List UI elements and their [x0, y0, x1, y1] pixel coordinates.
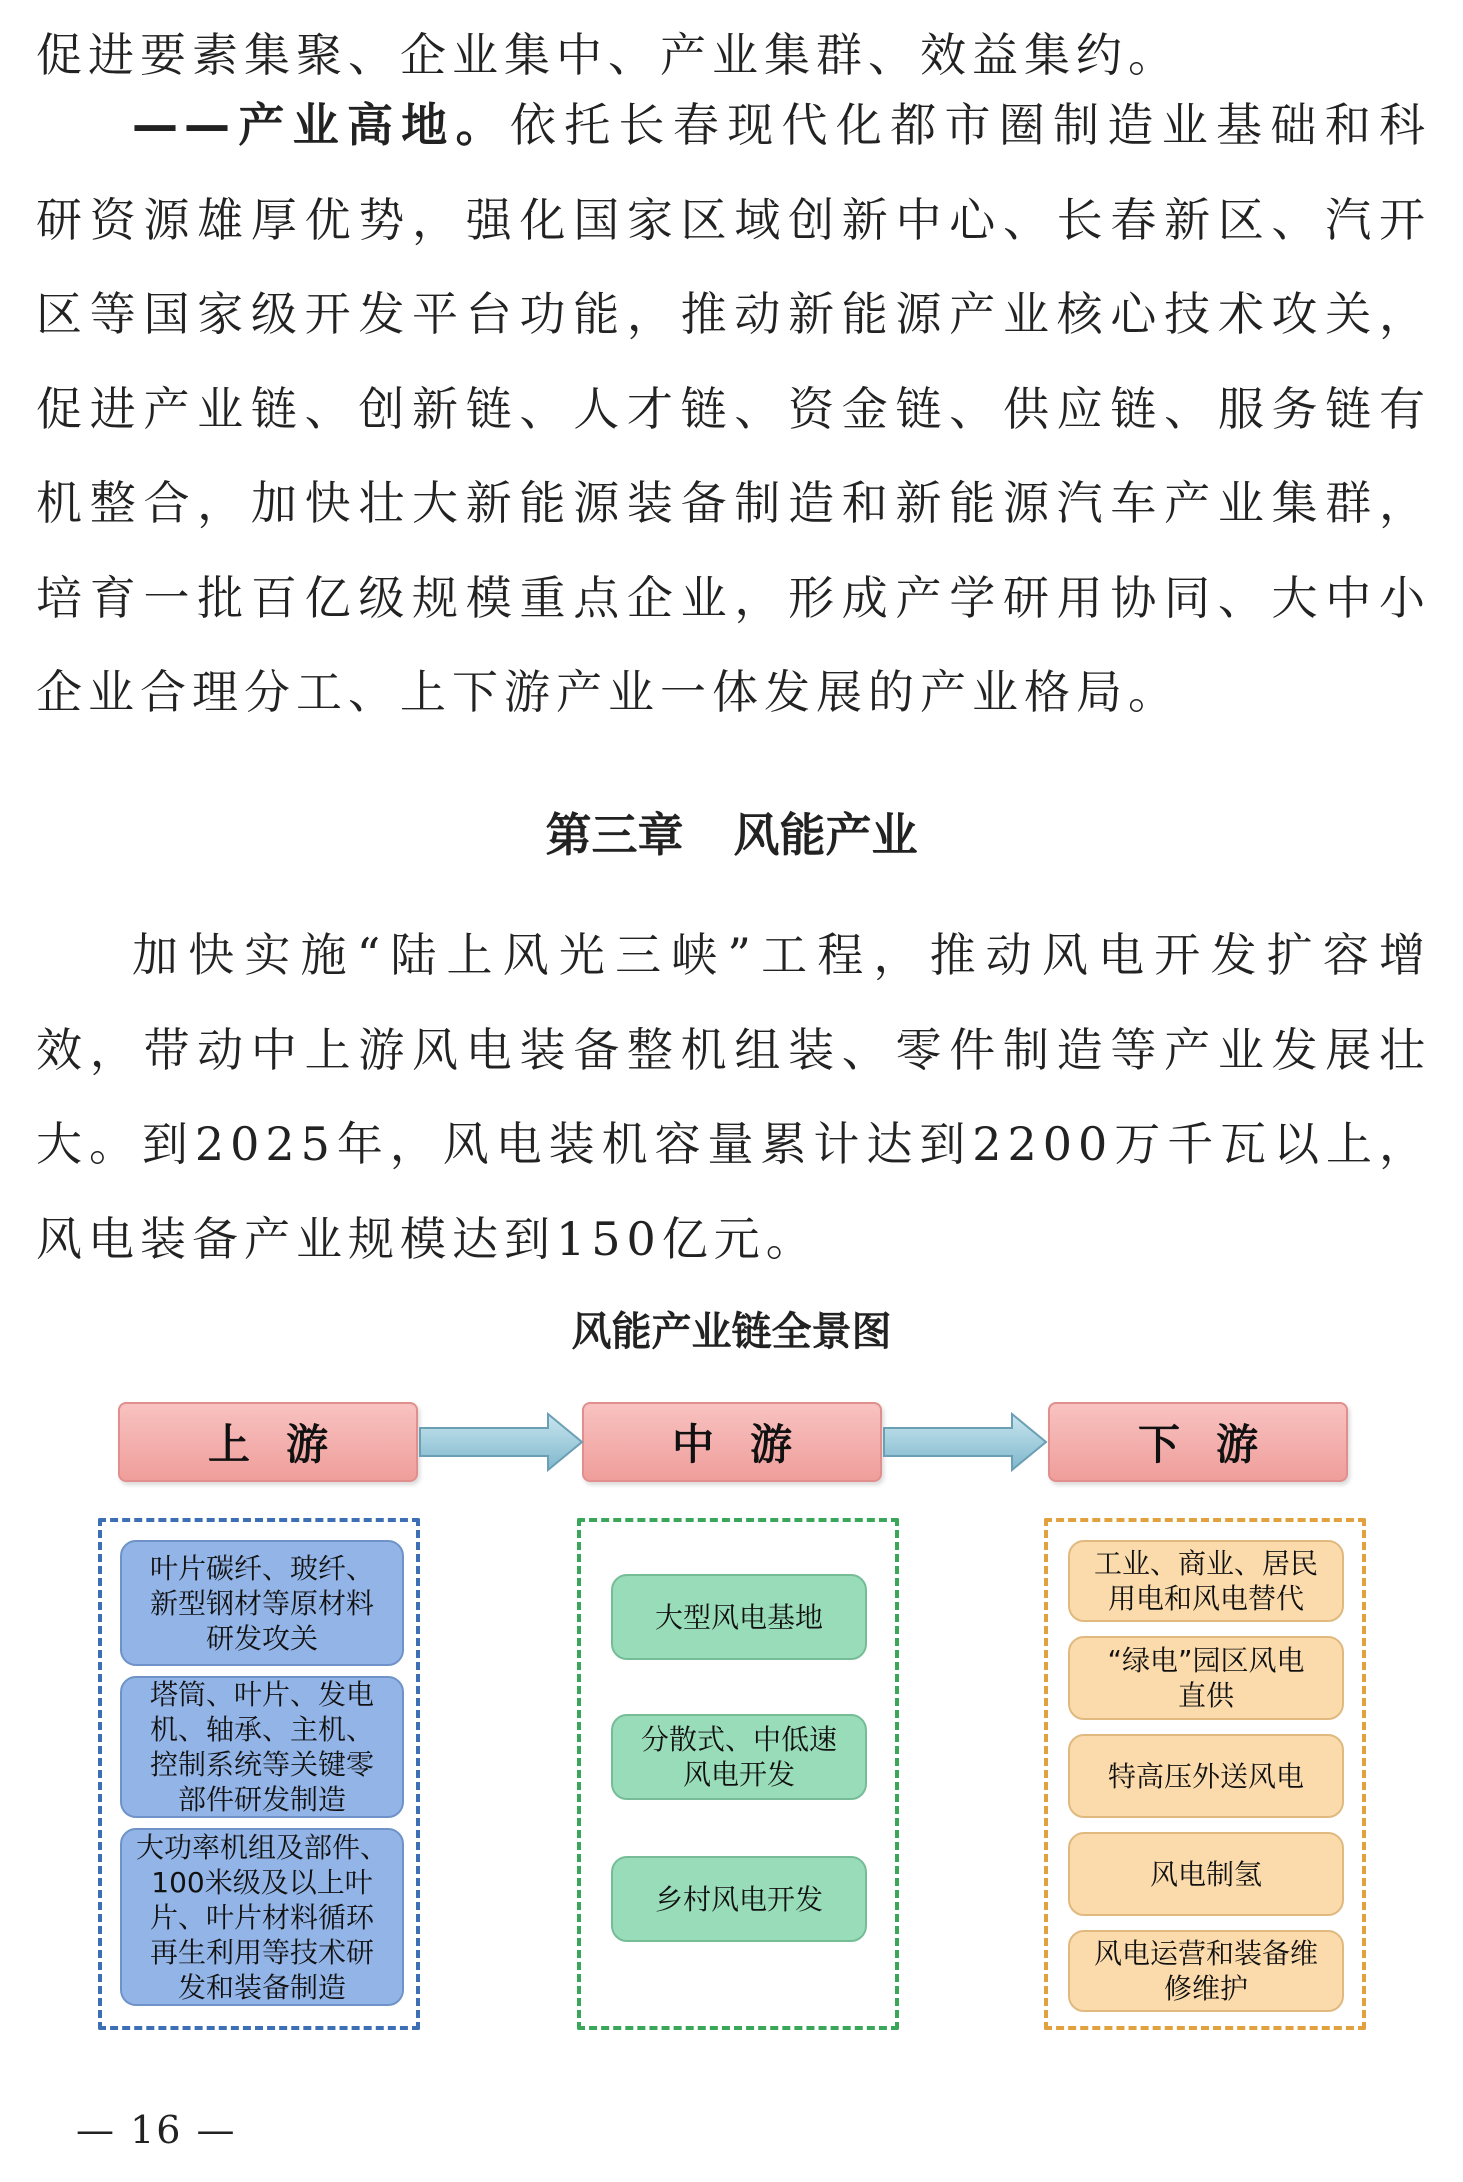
paragraph-2-lead: ——产业高地。 [132, 98, 510, 152]
downstream-item: “绿电”园区风电 直供 [1068, 1636, 1344, 1720]
arrow-right-icon [882, 1412, 1048, 1472]
downstream-header: 下游 [1048, 1402, 1348, 1482]
figure-title: 风能产业链全景图 [571, 1309, 892, 1355]
downstream-item: 工业、商业、居民 用电和风电替代 [1068, 1540, 1344, 1622]
midstream-item: 分散式、中低速 风电开发 [611, 1714, 867, 1800]
downstream-item: 风电运营和装备维 修维护 [1068, 1930, 1344, 2012]
paragraph-3-text: 加快实施“陆上风光三峡”工程，推动风电开发扩容增效，带动中上游风电装备整机组装、零件制造等产业发展壮大。到2025年，风电装机容量累计达到2200万千瓦以上，风电装备产业规模达到150亿元。 [36, 928, 1431, 1266]
midstream-item: 大型风电基地 [611, 1574, 867, 1660]
midstream-header: 中游 [582, 1402, 882, 1482]
chapter-number: 第三章 [545, 808, 684, 862]
downstream-item: 特高压外送风电 [1068, 1734, 1344, 1818]
paragraph-2-body: 依托长春现代化都市圈制造业基础和科研资源雄厚优势，强化国家区域创新中心、长春新区、汽开区等国家级开发平台功能，推动新能源产业核心技术攻关，促进产业链、创新链、人才链、资金链、供应链、服务链有机整合，加快壮大新能源装备制造和新能源汽车产业集群，培育一批百亿级规模重点企业，形成产学研用协同、大中小企业合理分工、上下游产业一体发展的产业格局。 [36, 98, 1432, 719]
upstream-header: 上游 [118, 1402, 418, 1482]
arrow-right-icon [418, 1412, 584, 1472]
downstream-group [1044, 1518, 1366, 2030]
page-number: — 16 — [76, 2108, 237, 2152]
upstream-item: 叶片碳纤、玻纤、 新型钢材等原材料 研发攻关 [120, 1540, 404, 1666]
chapter-heading [0, 800, 1463, 870]
paragraph-3 [36, 908, 1431, 1286]
downstream-item: 风电制氢 [1068, 1832, 1344, 1916]
paragraph-1-text: 促进要素集聚、企业集中、产业集群、效益集约。 [36, 28, 1180, 82]
chapter-title: 风能产业 [733, 808, 918, 862]
upstream-group [98, 1518, 420, 2030]
paragraph-2 [36, 78, 1431, 740]
midstream-group [577, 1518, 899, 2030]
upstream-item: 大功率机组及部件、 100米级及以上叶 片、叶片材料循环 再生利用等技术研 发和装备制造 [120, 1828, 404, 2006]
upstream-item: 塔筒、叶片、发电 机、轴承、主机、 控制系统等关键零 部件研发制造 [120, 1676, 404, 1818]
midstream-item: 乡村风电开发 [611, 1856, 867, 1942]
